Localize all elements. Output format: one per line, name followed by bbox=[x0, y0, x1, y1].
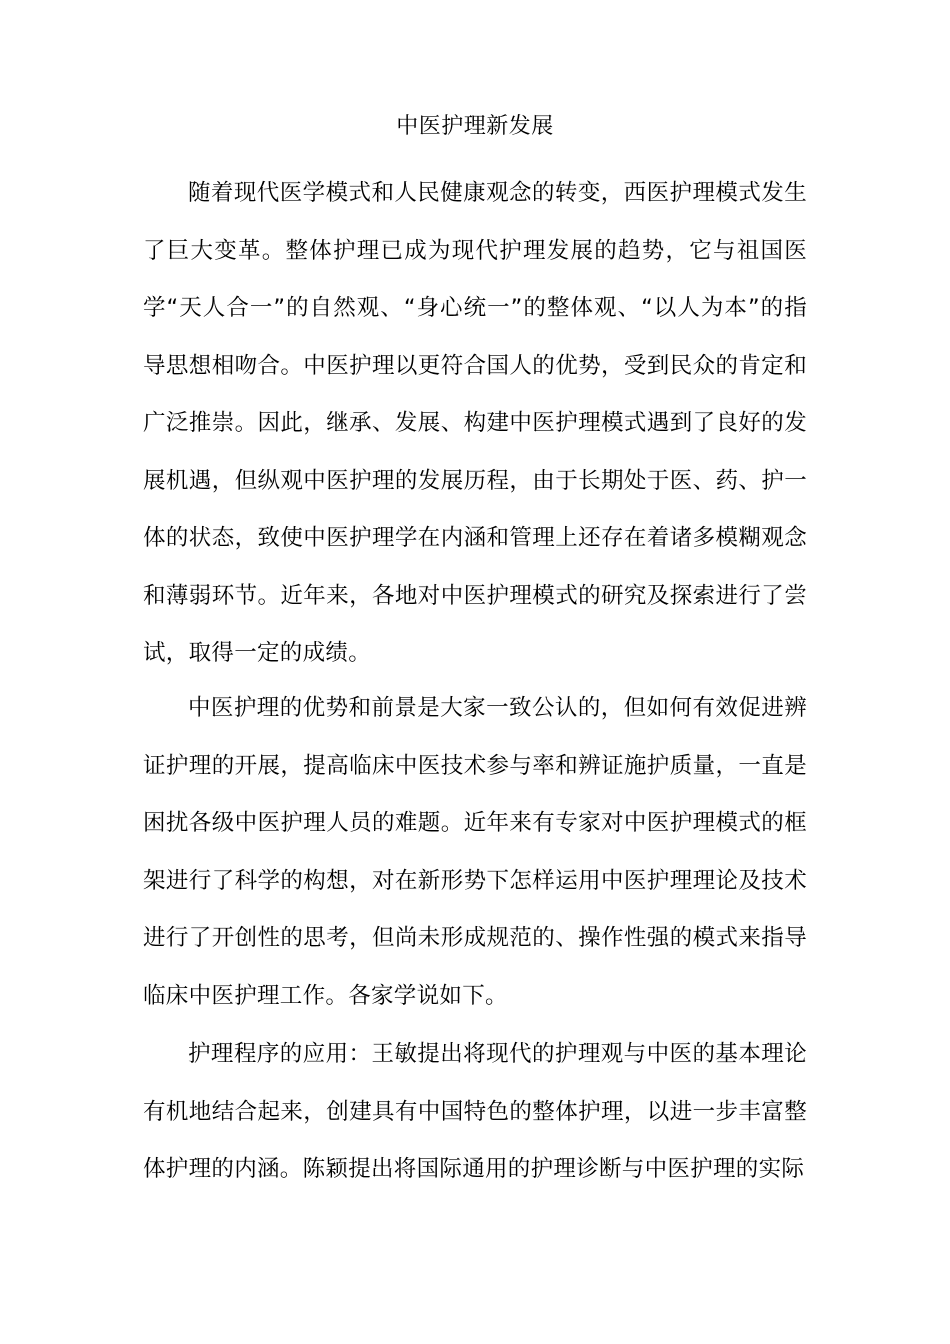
paragraph-2: 中医护理的优势和前景是大家一致公认的，但如何有效促进辨证护理的开展，提高临床中医技术参与率和辨证施护质量，一直是困扰各级中医护理人员的难题。近年来有专家对中医护理模式的框架进行了科学的构想，对在新形势下怎样运用中医护理理论及技术进行了开创性的思考，但尚未形成规范的、操作性强的模式来指导临床中医护理工作。各家学说如下。 bbox=[143, 695, 807, 1009]
paragraph-1: 随着现代医学模式和人民健康观念的转变，西医护理模式发生了巨大变革。整体护理已成为现代护理发展的趋势，它与祖国医学“天人合一”的自然观、“身心统一”的整体观、“以人为本”的指导思想相吻合。中医护理以更符合国人的优势，受到民众的肯定和广泛推崇。因此，继承、发展、构建中医护理模式遇到了良好的发展机遇，但纵观中医护理的发展历程，由于长期处于医、药、护一体的状态，致使中医护理学在内涵和管理上还存在着诸多模糊观念和薄弱环节。近年来，各地对中医护理模式的研究及探索进行了尝试，取得一定的成绩。 bbox=[143, 180, 807, 666]
document-title: 中医护理新发展 bbox=[396, 114, 554, 139]
paragraph-3: 护理程序的应用：王敏提出将现代的护理观与中医的基本理论有机地结合起来，创建具有中国特色的整体护理，以进一步丰富整体护理的内涵。陈颖提出将国际通用的护理诊断与中医护理的实际 bbox=[143, 1041, 807, 1182]
